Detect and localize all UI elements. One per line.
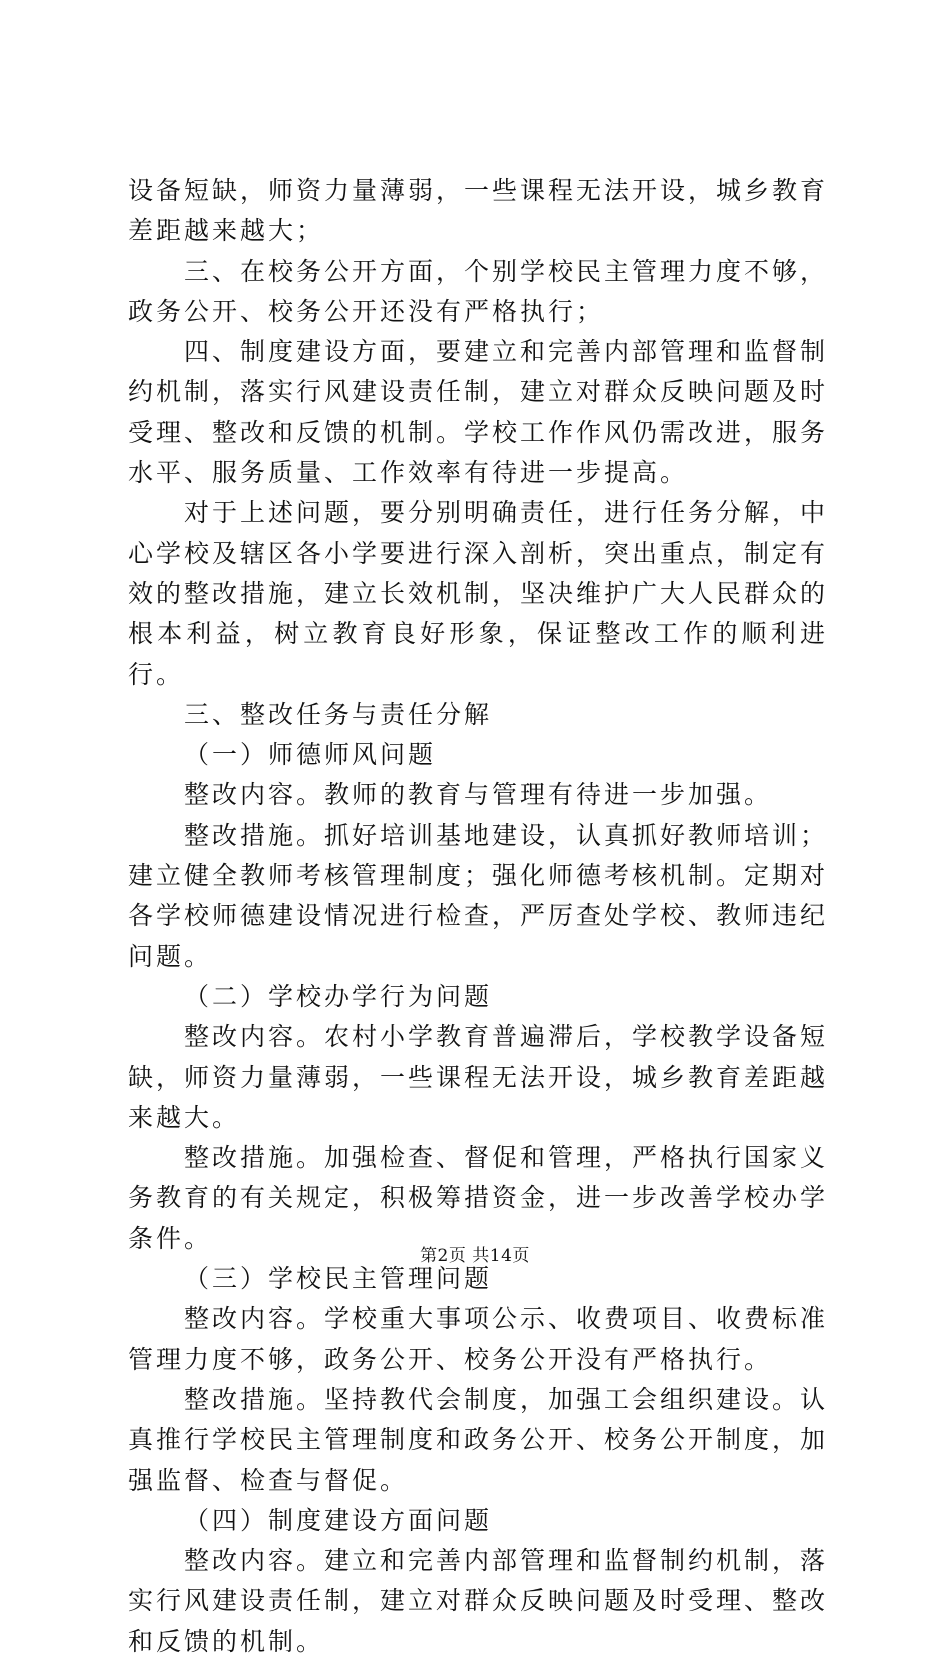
paragraph-11: 整改内容。建立和完善内部管理和监督制约机制，落实行风建设责任制，建立对群众反映问题及时受理、整改和反馈的机制。: [128, 1546, 829, 1656]
subheading-1: （一）师德师风问题: [184, 740, 437, 770]
paragraph-8: 整改措施。加强检查、督促和管理，严格执行国家义务教育的有关规定，积极筹措资金，进一步改善学校办学条件。: [128, 1143, 829, 1253]
paragraph-4: 对于上述问题，要分别明确责任，进行任务分解，中心学校及辖区各小学要进行深入剖析，突出重点，制定有效的整改措施，建立长效机制，坚决维护广大人民群众的根本利益，树立教育良好形象，保证整改工作的顺利进行。: [128, 498, 829, 689]
paragraph-2: 三、在校务公开方面，个别学校民主管理力度不够，政务公开、校务公开还没有严格执行；: [128, 256, 829, 326]
paragraph-6: 整改措施。抓好培训基地建设，认真抓好教师培训；建立健全教师考核管理制度；强化师德考核机制。定期对各学校师德建设情况进行检查，严厉查处学校、教师违纪问题。: [128, 820, 829, 971]
section-heading-3: 三、整改任务与责任分解: [184, 699, 493, 729]
document-body: [128, 171, 828, 1662]
paragraph-3: 四、制度建设方面，要建立和完善内部管理和监督制约机制，落实行风建设责任制，建立对群众反映问题及时受理、整改和反馈的机制。学校工作作风仍需改进，服务水平、服务质量、工作效率有待进一步提高。: [128, 337, 829, 488]
paragraph-5: 整改内容。教师的教育与管理有待进一步加强。: [184, 780, 773, 810]
paragraph-1: 设备短缺，师资力量薄弱，一些课程无法开设，城乡教育差距越来越大；: [128, 176, 829, 246]
paragraph-10: 整改措施。坚持教代会制度，加强工会组织建设。认真推行学校民主管理制度和政务公开、校务公开制度，加强监督、检查与督促。: [128, 1384, 829, 1495]
subheading-2: （二）学校办学行为问题: [184, 981, 493, 1011]
paragraph-7: 整改内容。农村小学教育普遍滞后，学校教学设备短缺，师资力量薄弱，一些课程无法开设，城乡教育差距越来越大。: [128, 1022, 829, 1132]
subheading-4: （四）制度建设方面问题: [184, 1505, 493, 1535]
subheading-3: （三）学校民主管理问题: [184, 1264, 493, 1294]
page-number-footer: 第2页 共14页: [420, 1246, 530, 1266]
paragraph-9: 整改内容。学校重大事项公示、收费项目、收费标准管理力度不够，政务公开、校务公开没有严格执行。: [128, 1304, 829, 1374]
